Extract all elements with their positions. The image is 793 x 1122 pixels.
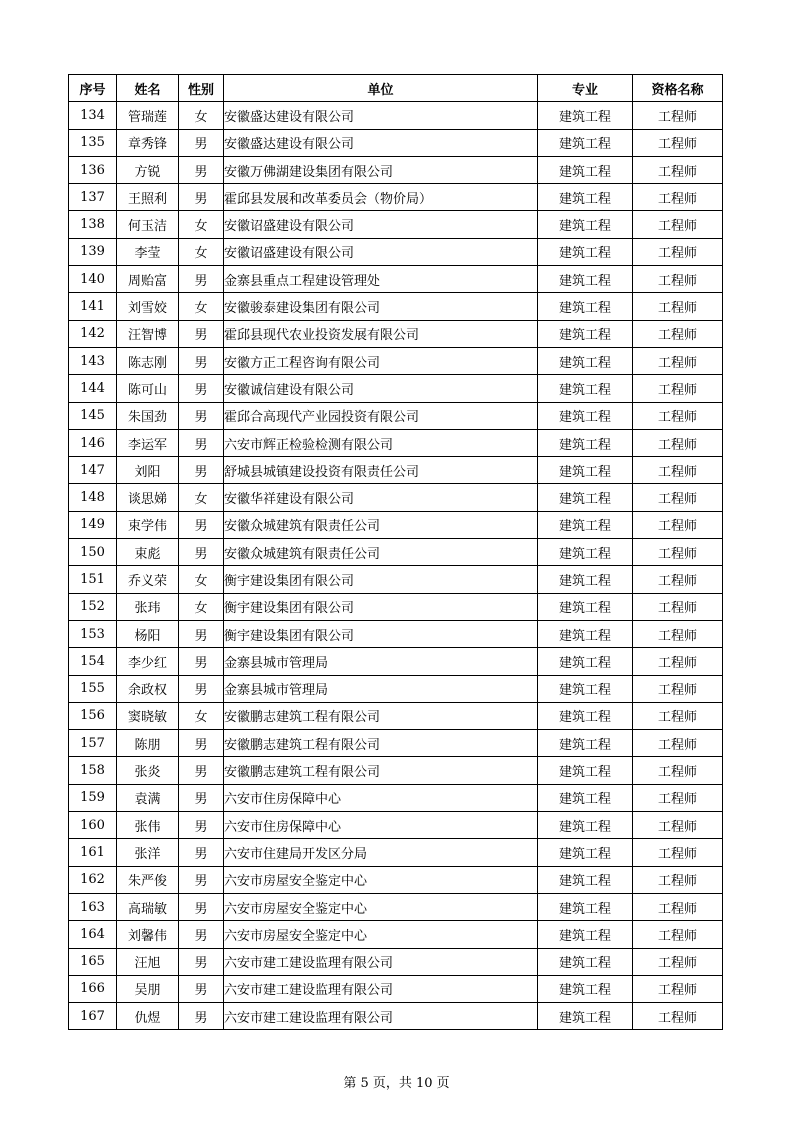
cell-specialty: 建筑工程	[538, 593, 633, 620]
cell-organization: 安徽诏盛建设有限公司	[224, 238, 538, 265]
cell-name: 章秀锋	[117, 129, 179, 156]
cell-qualification: 工程师	[633, 757, 723, 784]
page-footer	[0, 1072, 793, 1091]
cell-specialty: 建筑工程	[538, 347, 633, 374]
cell-name: 管瑞莲	[117, 102, 179, 129]
table-row	[69, 648, 723, 675]
cell-qualification: 工程师	[633, 921, 723, 948]
cell-name: 张洋	[117, 839, 179, 866]
cell-qualification: 工程师	[633, 893, 723, 920]
cell-serial: 142	[69, 320, 117, 347]
cell-organization: 安徽盛达建设有限公司	[224, 129, 538, 156]
cell-qualification: 工程师	[633, 812, 723, 839]
cell-organization: 衡宇建设集团有限公司	[224, 566, 538, 593]
cell-name: 谈思娣	[117, 484, 179, 511]
cell-gender: 男	[179, 429, 224, 456]
cell-specialty: 建筑工程	[538, 839, 633, 866]
cell-qualification: 工程师	[633, 593, 723, 620]
table-row	[69, 757, 723, 784]
cell-serial: 146	[69, 429, 117, 456]
table-row	[69, 975, 723, 1002]
cell-qualification: 工程师	[633, 975, 723, 1002]
cell-specialty: 建筑工程	[538, 620, 633, 647]
cell-name: 何玉洁	[117, 211, 179, 238]
cell-name: 刘雪姣	[117, 293, 179, 320]
cell-name: 窦晓敏	[117, 702, 179, 729]
cell-name: 朱国劲	[117, 402, 179, 429]
cell-specialty: 建筑工程	[538, 402, 633, 429]
cell-qualification: 工程师	[633, 730, 723, 757]
cell-gender: 男	[179, 457, 224, 484]
cell-specialty: 建筑工程	[538, 566, 633, 593]
table-row	[69, 293, 723, 320]
header-organization: 单位	[224, 75, 538, 102]
table-row	[69, 620, 723, 647]
cell-organization: 六安市房屋安全鉴定中心	[224, 921, 538, 948]
cell-specialty: 建筑工程	[538, 429, 633, 456]
cell-name: 周贻富	[117, 266, 179, 293]
cell-organization: 霍邱县发展和改革委员会（物价局）	[224, 184, 538, 211]
cell-qualification: 工程师	[633, 293, 723, 320]
cell-name: 张炎	[117, 757, 179, 784]
cell-serial: 167	[69, 1003, 117, 1030]
cell-name: 袁满	[117, 784, 179, 811]
cell-gender: 男	[179, 675, 224, 702]
cell-organization: 六安市住房保障中心	[224, 784, 538, 811]
cell-qualification: 工程师	[633, 156, 723, 183]
cell-gender: 女	[179, 702, 224, 729]
header-row	[69, 75, 723, 102]
cell-serial: 151	[69, 566, 117, 593]
cell-name: 仇煜	[117, 1003, 179, 1030]
cell-organization: 安徽万佛湖建设集团有限公司	[224, 156, 538, 183]
cell-name: 朱严俊	[117, 866, 179, 893]
cell-specialty: 建筑工程	[538, 211, 633, 238]
cell-specialty: 建筑工程	[538, 812, 633, 839]
cell-organization: 金寨县城市管理局	[224, 675, 538, 702]
cell-qualification: 工程师	[633, 402, 723, 429]
cell-specialty: 建筑工程	[538, 457, 633, 484]
header-specialty: 专业	[538, 75, 633, 102]
table-row	[69, 457, 723, 484]
table-row	[69, 730, 723, 757]
cell-organization: 六安市建工建设监理有限公司	[224, 948, 538, 975]
cell-organization: 六安市建工建设监理有限公司	[224, 975, 538, 1002]
cell-specialty: 建筑工程	[538, 238, 633, 265]
personnel-table	[68, 74, 723, 1030]
cell-name: 陈朋	[117, 730, 179, 757]
cell-qualification: 工程师	[633, 184, 723, 211]
cell-name: 张伟	[117, 812, 179, 839]
cell-serial: 160	[69, 812, 117, 839]
cell-qualification: 工程师	[633, 429, 723, 456]
cell-name: 束彪	[117, 539, 179, 566]
cell-organization: 安徽诏盛建设有限公司	[224, 211, 538, 238]
cell-specialty: 建筑工程	[538, 102, 633, 129]
table-row	[69, 675, 723, 702]
header-serial: 序号	[69, 75, 117, 102]
cell-qualification: 工程师	[633, 620, 723, 647]
table-row	[69, 702, 723, 729]
cell-specialty: 建筑工程	[538, 866, 633, 893]
header-qualification: 资格名称	[633, 75, 723, 102]
cell-name: 李莹	[117, 238, 179, 265]
cell-gender: 女	[179, 593, 224, 620]
table-row	[69, 593, 723, 620]
cell-name: 汪旭	[117, 948, 179, 975]
cell-gender: 男	[179, 347, 224, 374]
cell-gender: 女	[179, 566, 224, 593]
header-gender: 性别	[179, 75, 224, 102]
table-row	[69, 566, 723, 593]
cell-name: 刘阳	[117, 457, 179, 484]
cell-name: 王照利	[117, 184, 179, 211]
table-row	[69, 784, 723, 811]
cell-serial: 153	[69, 620, 117, 647]
cell-organization: 六安市房屋安全鉴定中心	[224, 866, 538, 893]
cell-qualification: 工程师	[633, 211, 723, 238]
cell-serial: 156	[69, 702, 117, 729]
cell-serial: 150	[69, 539, 117, 566]
table-row	[69, 866, 723, 893]
cell-specialty: 建筑工程	[538, 702, 633, 729]
cell-organization: 霍邱合高现代产业园投资有限公司	[224, 402, 538, 429]
cell-serial: 140	[69, 266, 117, 293]
cell-serial: 135	[69, 129, 117, 156]
cell-specialty: 建筑工程	[538, 675, 633, 702]
cell-organization: 安徽鹏志建筑工程有限公司	[224, 702, 538, 729]
cell-name: 吴朋	[117, 975, 179, 1002]
cell-serial: 148	[69, 484, 117, 511]
cell-qualification: 工程师	[633, 1003, 723, 1030]
cell-organization: 六安市住房保障中心	[224, 812, 538, 839]
cell-gender: 女	[179, 484, 224, 511]
cell-serial: 147	[69, 457, 117, 484]
cell-gender: 男	[179, 648, 224, 675]
cell-specialty: 建筑工程	[538, 730, 633, 757]
cell-organization: 安徽诚信建设有限公司	[224, 375, 538, 402]
cell-gender: 男	[179, 839, 224, 866]
cell-serial: 145	[69, 402, 117, 429]
cell-qualification: 工程师	[633, 839, 723, 866]
cell-specialty: 建筑工程	[538, 129, 633, 156]
table-row	[69, 402, 723, 429]
cell-qualification: 工程师	[633, 266, 723, 293]
cell-qualification: 工程师	[633, 129, 723, 156]
table-row	[69, 948, 723, 975]
cell-qualification: 工程师	[633, 102, 723, 129]
cell-serial: 159	[69, 784, 117, 811]
cell-qualification: 工程师	[633, 511, 723, 538]
cell-organization: 衡宇建设集团有限公司	[224, 593, 538, 620]
table-row	[69, 484, 723, 511]
table-body	[69, 102, 723, 1030]
cell-specialty: 建筑工程	[538, 921, 633, 948]
page-number: 第 5 页，共 10 页	[343, 1076, 450, 1091]
cell-organization: 安徽骏泰建设集团有限公司	[224, 293, 538, 320]
cell-gender: 男	[179, 320, 224, 347]
cell-serial: 134	[69, 102, 117, 129]
cell-qualification: 工程师	[633, 347, 723, 374]
table-row	[69, 320, 723, 347]
cell-name: 陈志刚	[117, 347, 179, 374]
cell-qualification: 工程师	[633, 675, 723, 702]
cell-name: 张玮	[117, 593, 179, 620]
cell-serial: 164	[69, 921, 117, 948]
cell-specialty: 建筑工程	[538, 266, 633, 293]
cell-qualification: 工程师	[633, 566, 723, 593]
cell-specialty: 建筑工程	[538, 484, 633, 511]
cell-organization: 舒城县城镇建设投资有限责任公司	[224, 457, 538, 484]
cell-gender: 男	[179, 1003, 224, 1030]
table-row	[69, 184, 723, 211]
cell-gender: 男	[179, 921, 224, 948]
cell-organization: 安徽鹏志建筑工程有限公司	[224, 730, 538, 757]
cell-serial: 137	[69, 184, 117, 211]
cell-specialty: 建筑工程	[538, 293, 633, 320]
cell-qualification: 工程师	[633, 238, 723, 265]
cell-organization: 安徽方正工程咨询有限公司	[224, 347, 538, 374]
cell-name: 杨阳	[117, 620, 179, 647]
table-row	[69, 839, 723, 866]
cell-specialty: 建筑工程	[538, 184, 633, 211]
table-row	[69, 511, 723, 538]
cell-serial: 155	[69, 675, 117, 702]
cell-specialty: 建筑工程	[538, 648, 633, 675]
cell-serial: 143	[69, 347, 117, 374]
cell-qualification: 工程师	[633, 866, 723, 893]
cell-name: 陈可山	[117, 375, 179, 402]
table-row	[69, 156, 723, 183]
cell-qualification: 工程师	[633, 375, 723, 402]
cell-name: 李运军	[117, 429, 179, 456]
cell-gender: 男	[179, 156, 224, 183]
cell-specialty: 建筑工程	[538, 757, 633, 784]
cell-specialty: 建筑工程	[538, 375, 633, 402]
cell-organization: 安徽盛达建设有限公司	[224, 102, 538, 129]
cell-serial: 136	[69, 156, 117, 183]
cell-qualification: 工程师	[633, 320, 723, 347]
cell-name: 高瑞敏	[117, 893, 179, 920]
cell-organization: 六安市住建局开发区分局	[224, 839, 538, 866]
cell-organization: 霍邱县现代农业投资发展有限公司	[224, 320, 538, 347]
cell-specialty: 建筑工程	[538, 511, 633, 538]
table-row	[69, 921, 723, 948]
table-row	[69, 539, 723, 566]
cell-serial: 163	[69, 893, 117, 920]
cell-specialty: 建筑工程	[538, 1003, 633, 1030]
cell-serial: 144	[69, 375, 117, 402]
cell-organization: 金寨县重点工程建设管理处	[224, 266, 538, 293]
cell-specialty: 建筑工程	[538, 893, 633, 920]
table-row	[69, 129, 723, 156]
table-row	[69, 893, 723, 920]
cell-name: 余政权	[117, 675, 179, 702]
table-row	[69, 238, 723, 265]
cell-gender: 男	[179, 893, 224, 920]
table-row	[69, 211, 723, 238]
table-row	[69, 102, 723, 129]
cell-specialty: 建筑工程	[538, 320, 633, 347]
cell-name: 乔义荣	[117, 566, 179, 593]
cell-serial: 161	[69, 839, 117, 866]
cell-gender: 男	[179, 184, 224, 211]
cell-gender: 男	[179, 730, 224, 757]
cell-gender: 男	[179, 620, 224, 647]
cell-qualification: 工程师	[633, 484, 723, 511]
cell-specialty: 建筑工程	[538, 539, 633, 566]
cell-gender: 男	[179, 375, 224, 402]
cell-serial: 158	[69, 757, 117, 784]
cell-serial: 149	[69, 511, 117, 538]
cell-organization: 安徽华祥建设有限公司	[224, 484, 538, 511]
cell-gender: 男	[179, 948, 224, 975]
cell-serial: 165	[69, 948, 117, 975]
cell-gender: 女	[179, 238, 224, 265]
cell-serial: 152	[69, 593, 117, 620]
cell-specialty: 建筑工程	[538, 975, 633, 1002]
table-row	[69, 375, 723, 402]
cell-qualification: 工程师	[633, 948, 723, 975]
cell-organization: 衡宇建设集团有限公司	[224, 620, 538, 647]
cell-serial: 139	[69, 238, 117, 265]
cell-organization: 安徽众城建筑有限责任公司	[224, 539, 538, 566]
cell-gender: 男	[179, 812, 224, 839]
cell-qualification: 工程师	[633, 784, 723, 811]
cell-gender: 男	[179, 784, 224, 811]
table-row	[69, 812, 723, 839]
cell-serial: 138	[69, 211, 117, 238]
cell-gender: 男	[179, 511, 224, 538]
cell-gender: 女	[179, 211, 224, 238]
table-row	[69, 266, 723, 293]
cell-organization: 安徽鹏志建筑工程有限公司	[224, 757, 538, 784]
cell-specialty: 建筑工程	[538, 784, 633, 811]
table-row	[69, 347, 723, 374]
cell-serial: 141	[69, 293, 117, 320]
header-name: 姓名	[117, 75, 179, 102]
cell-serial: 157	[69, 730, 117, 757]
table-row	[69, 429, 723, 456]
cell-qualification: 工程师	[633, 702, 723, 729]
cell-gender: 男	[179, 539, 224, 566]
cell-qualification: 工程师	[633, 539, 723, 566]
cell-qualification: 工程师	[633, 648, 723, 675]
cell-gender: 男	[179, 757, 224, 784]
cell-name: 汪智博	[117, 320, 179, 347]
cell-gender: 女	[179, 102, 224, 129]
cell-name: 束学伟	[117, 511, 179, 538]
cell-gender: 男	[179, 402, 224, 429]
cell-gender: 男	[179, 129, 224, 156]
cell-gender: 男	[179, 975, 224, 1002]
cell-serial: 154	[69, 648, 117, 675]
cell-specialty: 建筑工程	[538, 156, 633, 183]
cell-name: 李少红	[117, 648, 179, 675]
cell-organization: 六安市辉正检验检测有限公司	[224, 429, 538, 456]
cell-specialty: 建筑工程	[538, 948, 633, 975]
cell-organization: 六安市建工建设监理有限公司	[224, 1003, 538, 1030]
cell-gender: 女	[179, 293, 224, 320]
cell-qualification: 工程师	[633, 457, 723, 484]
cell-gender: 男	[179, 866, 224, 893]
cell-serial: 166	[69, 975, 117, 1002]
cell-serial: 162	[69, 866, 117, 893]
cell-name: 方锐	[117, 156, 179, 183]
cell-name: 刘馨伟	[117, 921, 179, 948]
table-header	[69, 75, 723, 102]
cell-organization: 金寨县城市管理局	[224, 648, 538, 675]
cell-organization: 安徽众城建筑有限责任公司	[224, 511, 538, 538]
table-row	[69, 1003, 723, 1030]
cell-organization: 六安市房屋安全鉴定中心	[224, 893, 538, 920]
cell-gender: 男	[179, 266, 224, 293]
